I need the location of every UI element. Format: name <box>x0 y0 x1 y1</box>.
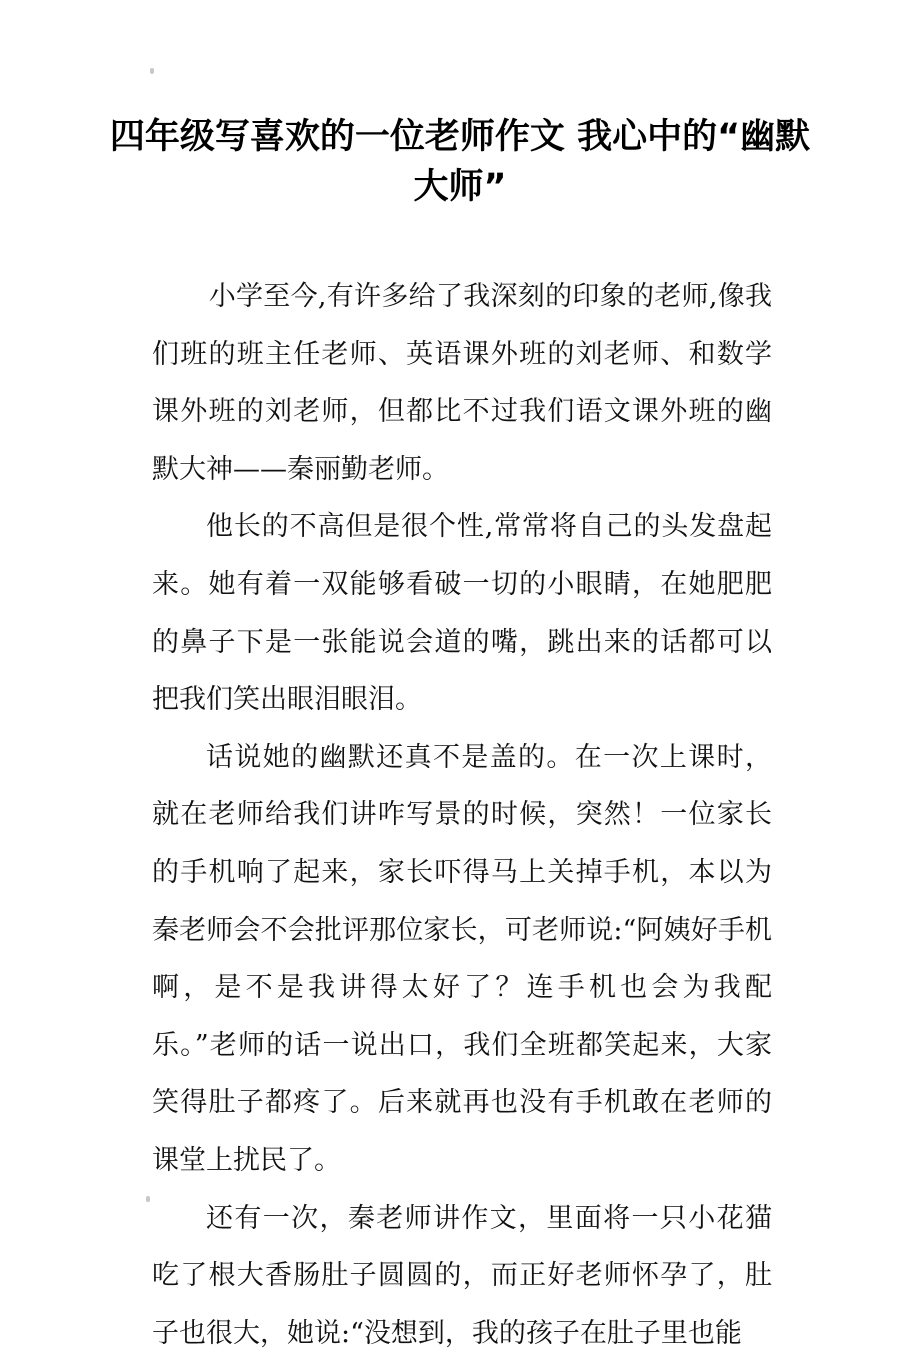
paragraph-3: 话说她的幽默还真不是盖的。在一次上课时，就在老师给我们讲咋写景的时候，突然！一位家长的手机响了起来，家长吓得马上关掉手机，本以为秦老师会不会批评那位家长，可老师说:“阿姨好手机啊，是不是我讲得太好了？连手机也会为我配乐。”老师的话一说出口，我们全班都笑起来，大家笑得肚子都疼了。后来就再也没有手机敢在老师的课堂上扰民了。 <box>152 729 772 1190</box>
scan-speck-bottom <box>146 1196 150 1202</box>
essay-title: 四年级写喜欢的一位老师作文 我心中的“幽默大师” <box>100 112 820 212</box>
paragraph-2: 他长的不高但是很个性,常常将自己的头发盘起来。她有着一双能够看破一切的小眼睛，在她肥肥的鼻子下是一张能说会道的嘴，跳出来的话都可以把我们笑出眼泪眼泪。 <box>152 498 772 728</box>
paragraph-4: 还有一次，秦老师讲作文，里面将一只小花猫吃了根大香肠肚子圆圆的，而正好老师怀孕了，肚子也很大，她说:“没想到，我的孩子在肚子里也能 <box>152 1190 772 1362</box>
scan-speck-top <box>150 68 154 74</box>
essay-body <box>152 268 772 1362</box>
paragraph-1: 小学至今,有许多给了我深刻的印象的老师,像我们班的班主任老师、英语课外班的刘老师、和数学课外班的刘老师，但都比不过我们语文课外班的幽默大神——秦丽勤老师。 <box>152 268 772 498</box>
